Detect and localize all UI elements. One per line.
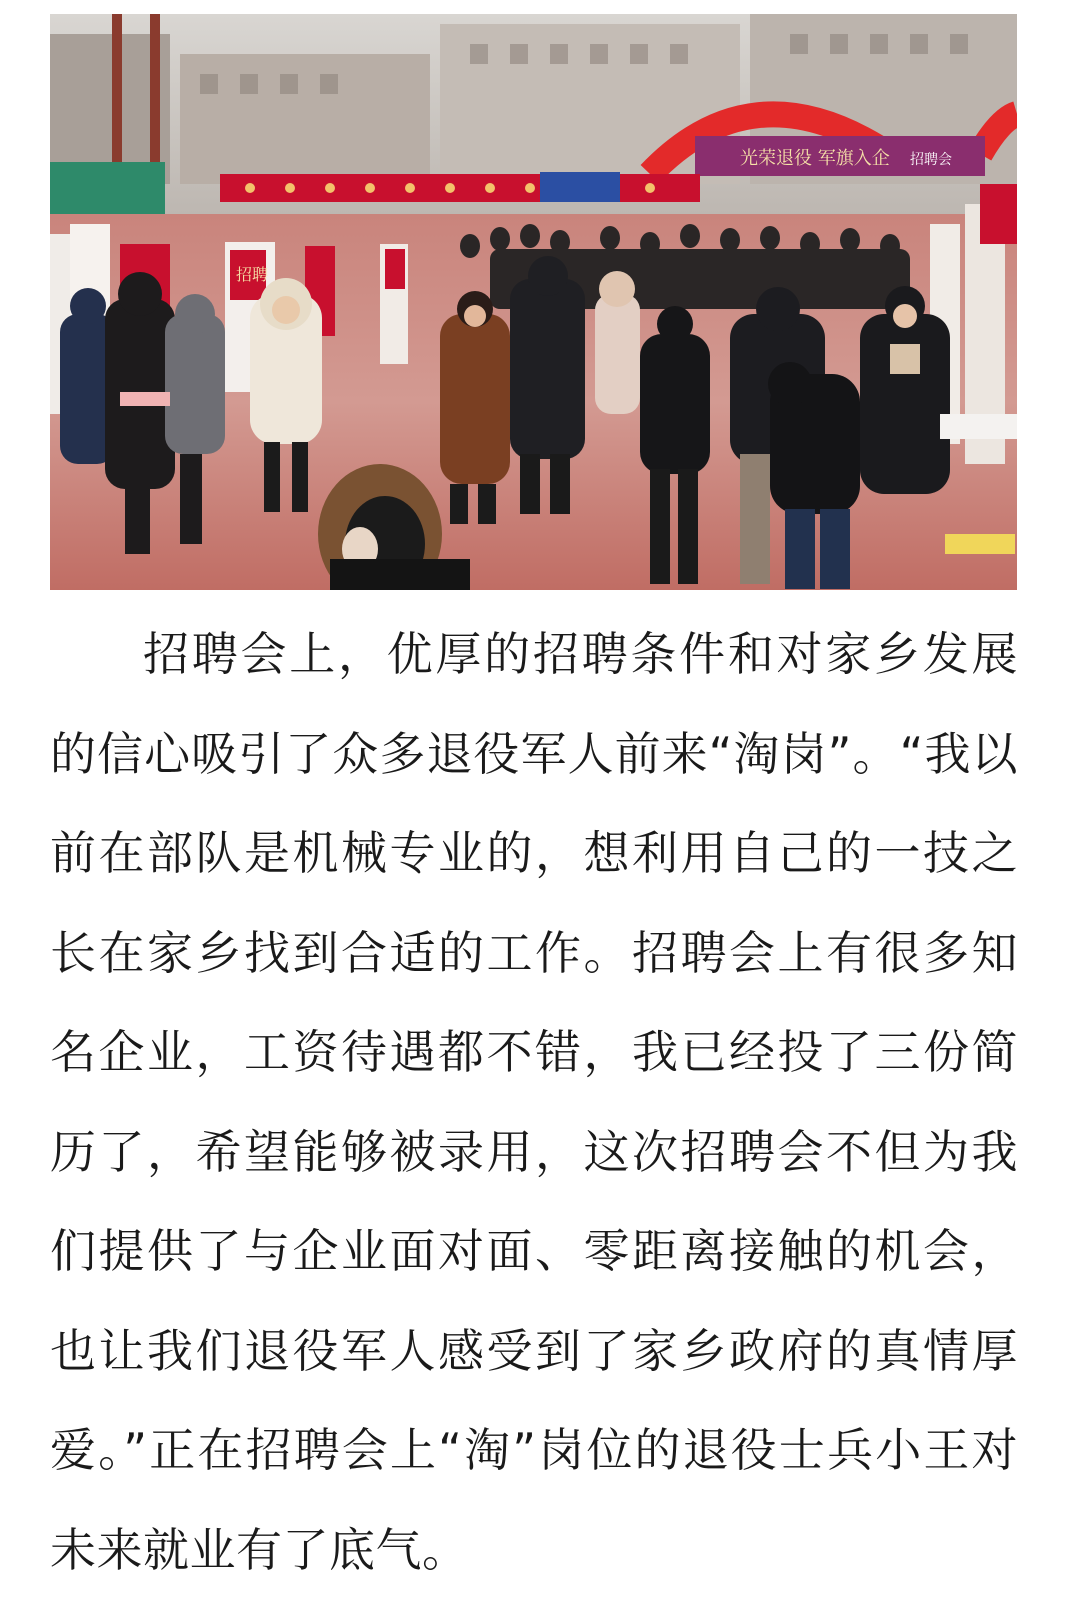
job-fair-photo (50, 14, 1017, 590)
banner-arch-text: 光荣退役 军旗入企 (740, 148, 890, 169)
booth-tag: 招聘 (236, 265, 269, 284)
job-fair-crowd-photo-icon (50, 14, 1017, 590)
article-paragraph: 招聘会上，优厚的招聘条件和对家乡发展的信心吸引了众多退役军人前来“淘岗”。“我以前在部队是机械专业的，想利用自己的一技之长在家乡找到合适的工作。招聘会上有很多知名企业，工资待遇都不错，我已经投了三份简历了，希望能够被录用，这次招聘会不但为我们提供了与企业面对面、零距离接触的机会，也让我们退役军人感受到了家乡政府的真情厚爱。”正在招聘会上“淘”岗位的退役士兵小王对未来就业有了底气。 (50, 627, 1018, 1577)
banner-arch-subtext: 招聘会 (910, 152, 952, 168)
